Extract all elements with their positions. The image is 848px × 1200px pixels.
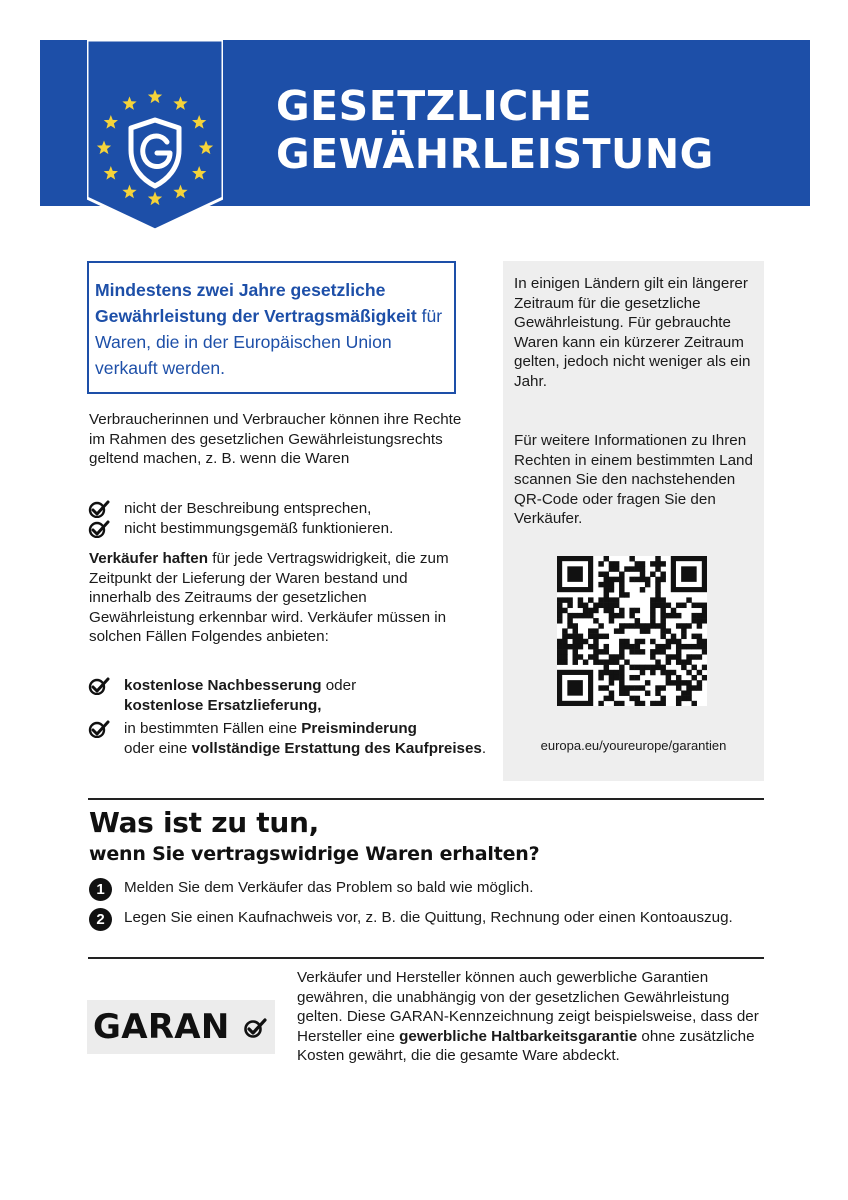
conditions-list [88,499,393,538]
remedy-bold: kostenlose Nachbesserung [124,677,322,694]
highlight-box [87,261,456,394]
remedy-item [88,719,486,758]
highlight-bold: Mindestens zwei Jahre gesetzliche Gewährleistung der Vertragsmäßigkeit [95,280,417,326]
highlight-rest: für Waren, die in der Europäischen Union verkauft werden. [95,306,443,378]
seller-paragraph [89,549,469,647]
eu-shield-logo-icon [87,40,223,230]
checkmark-icon [88,500,110,518]
garan-text-b: ohne zusätzliche Kosten gewährt, die die gesamte Ware abdeckt. [297,1027,755,1064]
step-item [89,878,749,898]
divider [88,957,764,959]
remedy-plain: oder [321,677,357,694]
remedy-plain: in bestimmten Fällen eine [124,720,302,737]
qr-code-icon[interactable] [557,556,707,706]
sidebar-paragraph-2: Für weitere Informationen zu Ihren Rechten in einem bestimmten Land scannen Sie den nachstehenden QR-Code oder fragen Sie den Verkäufer. [514,432,753,527]
step-text: Melden Sie dem Verkäufer das Problem so bald wie möglich. [124,879,534,896]
seller-bold: Verkäufer haften [89,550,209,567]
sidebar-paragraph-1: In einigen Ländern gilt ein längerer Zeitraum für die gesetzliche Gewährleistung. Für gebrauchte Waren kann ein kürzerer Zeitraum gelten, jedoch nicht weniger als ein Jahr. [514,275,751,390]
remedy-bold: Preisminderung [301,720,417,737]
condition-text: nicht der Beschreibung entsprechen, [124,500,372,517]
remedy-item [88,676,486,715]
intro-paragraph: Verbraucherinnen und Verbraucher können ihre Rechte im Rahmen des gesetzlichen Gewährleistungsrechts geltend machen, z. B. wenn die Waren [89,411,462,467]
condition-item [88,499,393,519]
step-item [89,908,749,928]
todo-subtitle: wenn Sie vertragswidrige Waren erhalten? [89,843,540,865]
page-title [276,82,714,178]
remedies-list [88,676,486,762]
step-number-badge: 2 [89,908,112,931]
checkmark-icon [88,720,110,738]
step-number-badge: 1 [89,878,112,901]
garan-logo-text: GARAN [93,1007,230,1047]
condition-text: nicht bestimmungsgemäß funktionieren. [124,519,394,537]
europa-link[interactable]: europa.eu/youreurope/garantien [540,738,727,753]
garan-checkmark-icon [243,1018,267,1038]
step-text: Legen Sie einen Kaufnachweis vor, z. B. die Quittung, Rechnung oder einen Kontoauszug. [124,909,733,926]
remedy-bold: vollständige Erstattung des Kaufpreises [191,739,482,757]
title-line-2: GEWÄHRLEISTUNG [276,130,714,178]
remedy-bold: kostenlose Ersatzlieferung, [124,696,322,714]
remedy-plain: oder eine [124,739,192,757]
divider [88,798,764,800]
title-line-1: GESETZLICHE [276,82,593,130]
checkmark-icon [88,677,110,695]
garan-text-a: Verkäufer und Hersteller können auch gewerbliche Garantien gewähren, die unabhängig von der gesetzlichen Gewährleistung gelten. Diese GARAN-Kennzeichnung zeigt beispielsweise, dass der Hersteller eine [297,969,759,1045]
checkmark-icon [88,520,110,538]
todo-title: Was ist zu tun, [89,806,319,839]
seller-rest: für jede Vertragswidrigkeit, die zum Zeitpunkt der Lieferung der Waren bestand und innerhalb des Zeitraums der gesetzlichen Gewährleistung erkennbar wird. Verkäufer müssen in solchen Fällen Folgendes anbieten: [89,550,449,645]
garan-paragraph [297,968,767,1066]
remedy-plain: . [481,739,487,757]
condition-item [88,519,393,539]
garan-text-bold: gewerbliche Haltbarkeitsgarantie [399,1027,638,1045]
